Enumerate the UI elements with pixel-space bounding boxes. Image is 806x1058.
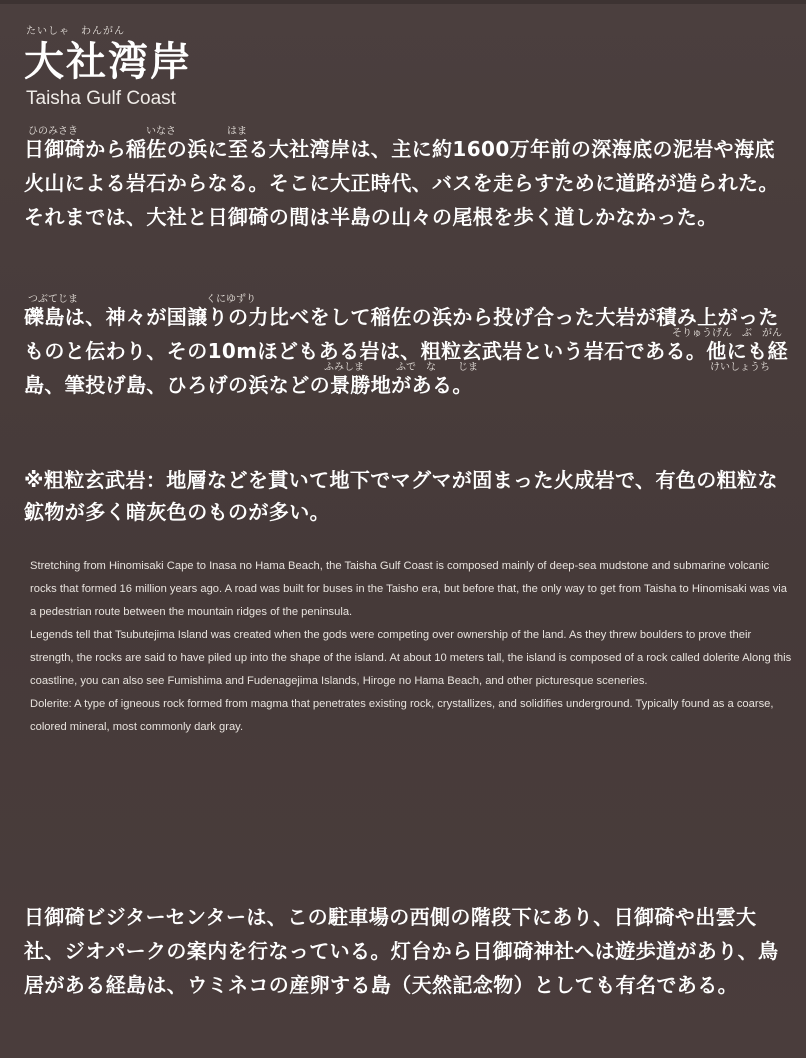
english-paragraph-dolerite: Dolerite: A type of igneous rock formed from magma that penetrates existing rock, crystallizes, and solidifies underground. Typically found as a coarse, colored mineral, most commonly dark gray. <box>30 698 774 733</box>
ruby-fudenage: ふで な <box>396 362 436 373</box>
ruby-sorugenbugan: そりゅうげん ぶ がん <box>672 328 782 339</box>
ruby-jima: じま <box>458 362 478 373</box>
ruby-keishochi: けいしょうち <box>710 362 770 373</box>
japanese-paragraph-tsubutejima: 礫島は、神々が国譲りの力比べをして稲佐の浜から投げ合った大岩が積み上がったものと伝わり、その10mほどもある岩は、粗粒玄武岩という岩石である。他にも経島、筆投げ島、ひろげの浜などの景勝地がある。 <box>24 305 788 397</box>
title-english: Taisha Gulf Coast <box>26 88 176 109</box>
japanese-paragraph-visitor-center: 日御碕ビジターセンターは、この駐車場の西側の階段下にあり、日御碕や出雲大社、ジオパークの案内を行なっている。灯台から日御碕神社へは遊歩道があり、鳥居がある経島は、ウミネコの産卵する島（天然記念物）としても有名である。 <box>24 905 779 997</box>
ruby-tsubutejima: つぶてじま <box>28 294 78 305</box>
english-text-block <box>30 555 794 739</box>
ruby-fumishima: ふみしま <box>324 362 364 373</box>
japanese-paragraph-geology: 日御碕から稲佐の浜に至る大社湾岸は、主に約1600万年前の深海底の泥岩や海底火山による岩石からなる。そこに大正時代、バスを走らすために道路が造られた。それまでは、大社と日御碕の間は半島の山々の尾根を歩く道しかなかった。 <box>24 137 779 229</box>
title-japanese: 大社湾岸 <box>24 39 192 85</box>
ruby-kuniyuzuri: くにゆずり <box>206 294 256 305</box>
ruby-hama: はま <box>227 126 247 137</box>
english-paragraph-tsubutejima: Legends tell that Tsubutejima Island was created when the gods were competing over ownership of the land. As they threw boulders to prove their strength, the rocks are said to have piled up into the shape of the island. At about 10 meters tall, the island is composed of a rock called dolerite Along this coastline, you can also see Fumishima and Fudenagejima Islands, Hiroge no Hama Beach, and other picturesque sceneries. <box>30 629 792 687</box>
ruby-hinomisaki: ひのみさき <box>28 126 78 137</box>
ruby-inasa: いなさ <box>146 126 176 137</box>
japanese-note-dolerite: ※粗粒玄武岩：地層などを貫いて地下でマグマが固まった火成岩で、有色の粗粒な鉱物が多く暗灰色のものが多い。 <box>24 468 778 524</box>
english-paragraph-geology: Stretching from Hinomisaki Cape to Inasa no Hama Beach, the Taisha Gulf Coast is composed mainly of deep-sea mudstone and submarine volcanic rocks that formed 16 million years ago. A road was built for buses in the Taisho era, but before that, the only way to get from Taisha to Hinomisaki was via a pedestrian route between the mountain ridges of the peninsula. <box>30 560 787 618</box>
title-ruby: たいしゃ わんがん <box>26 26 125 37</box>
